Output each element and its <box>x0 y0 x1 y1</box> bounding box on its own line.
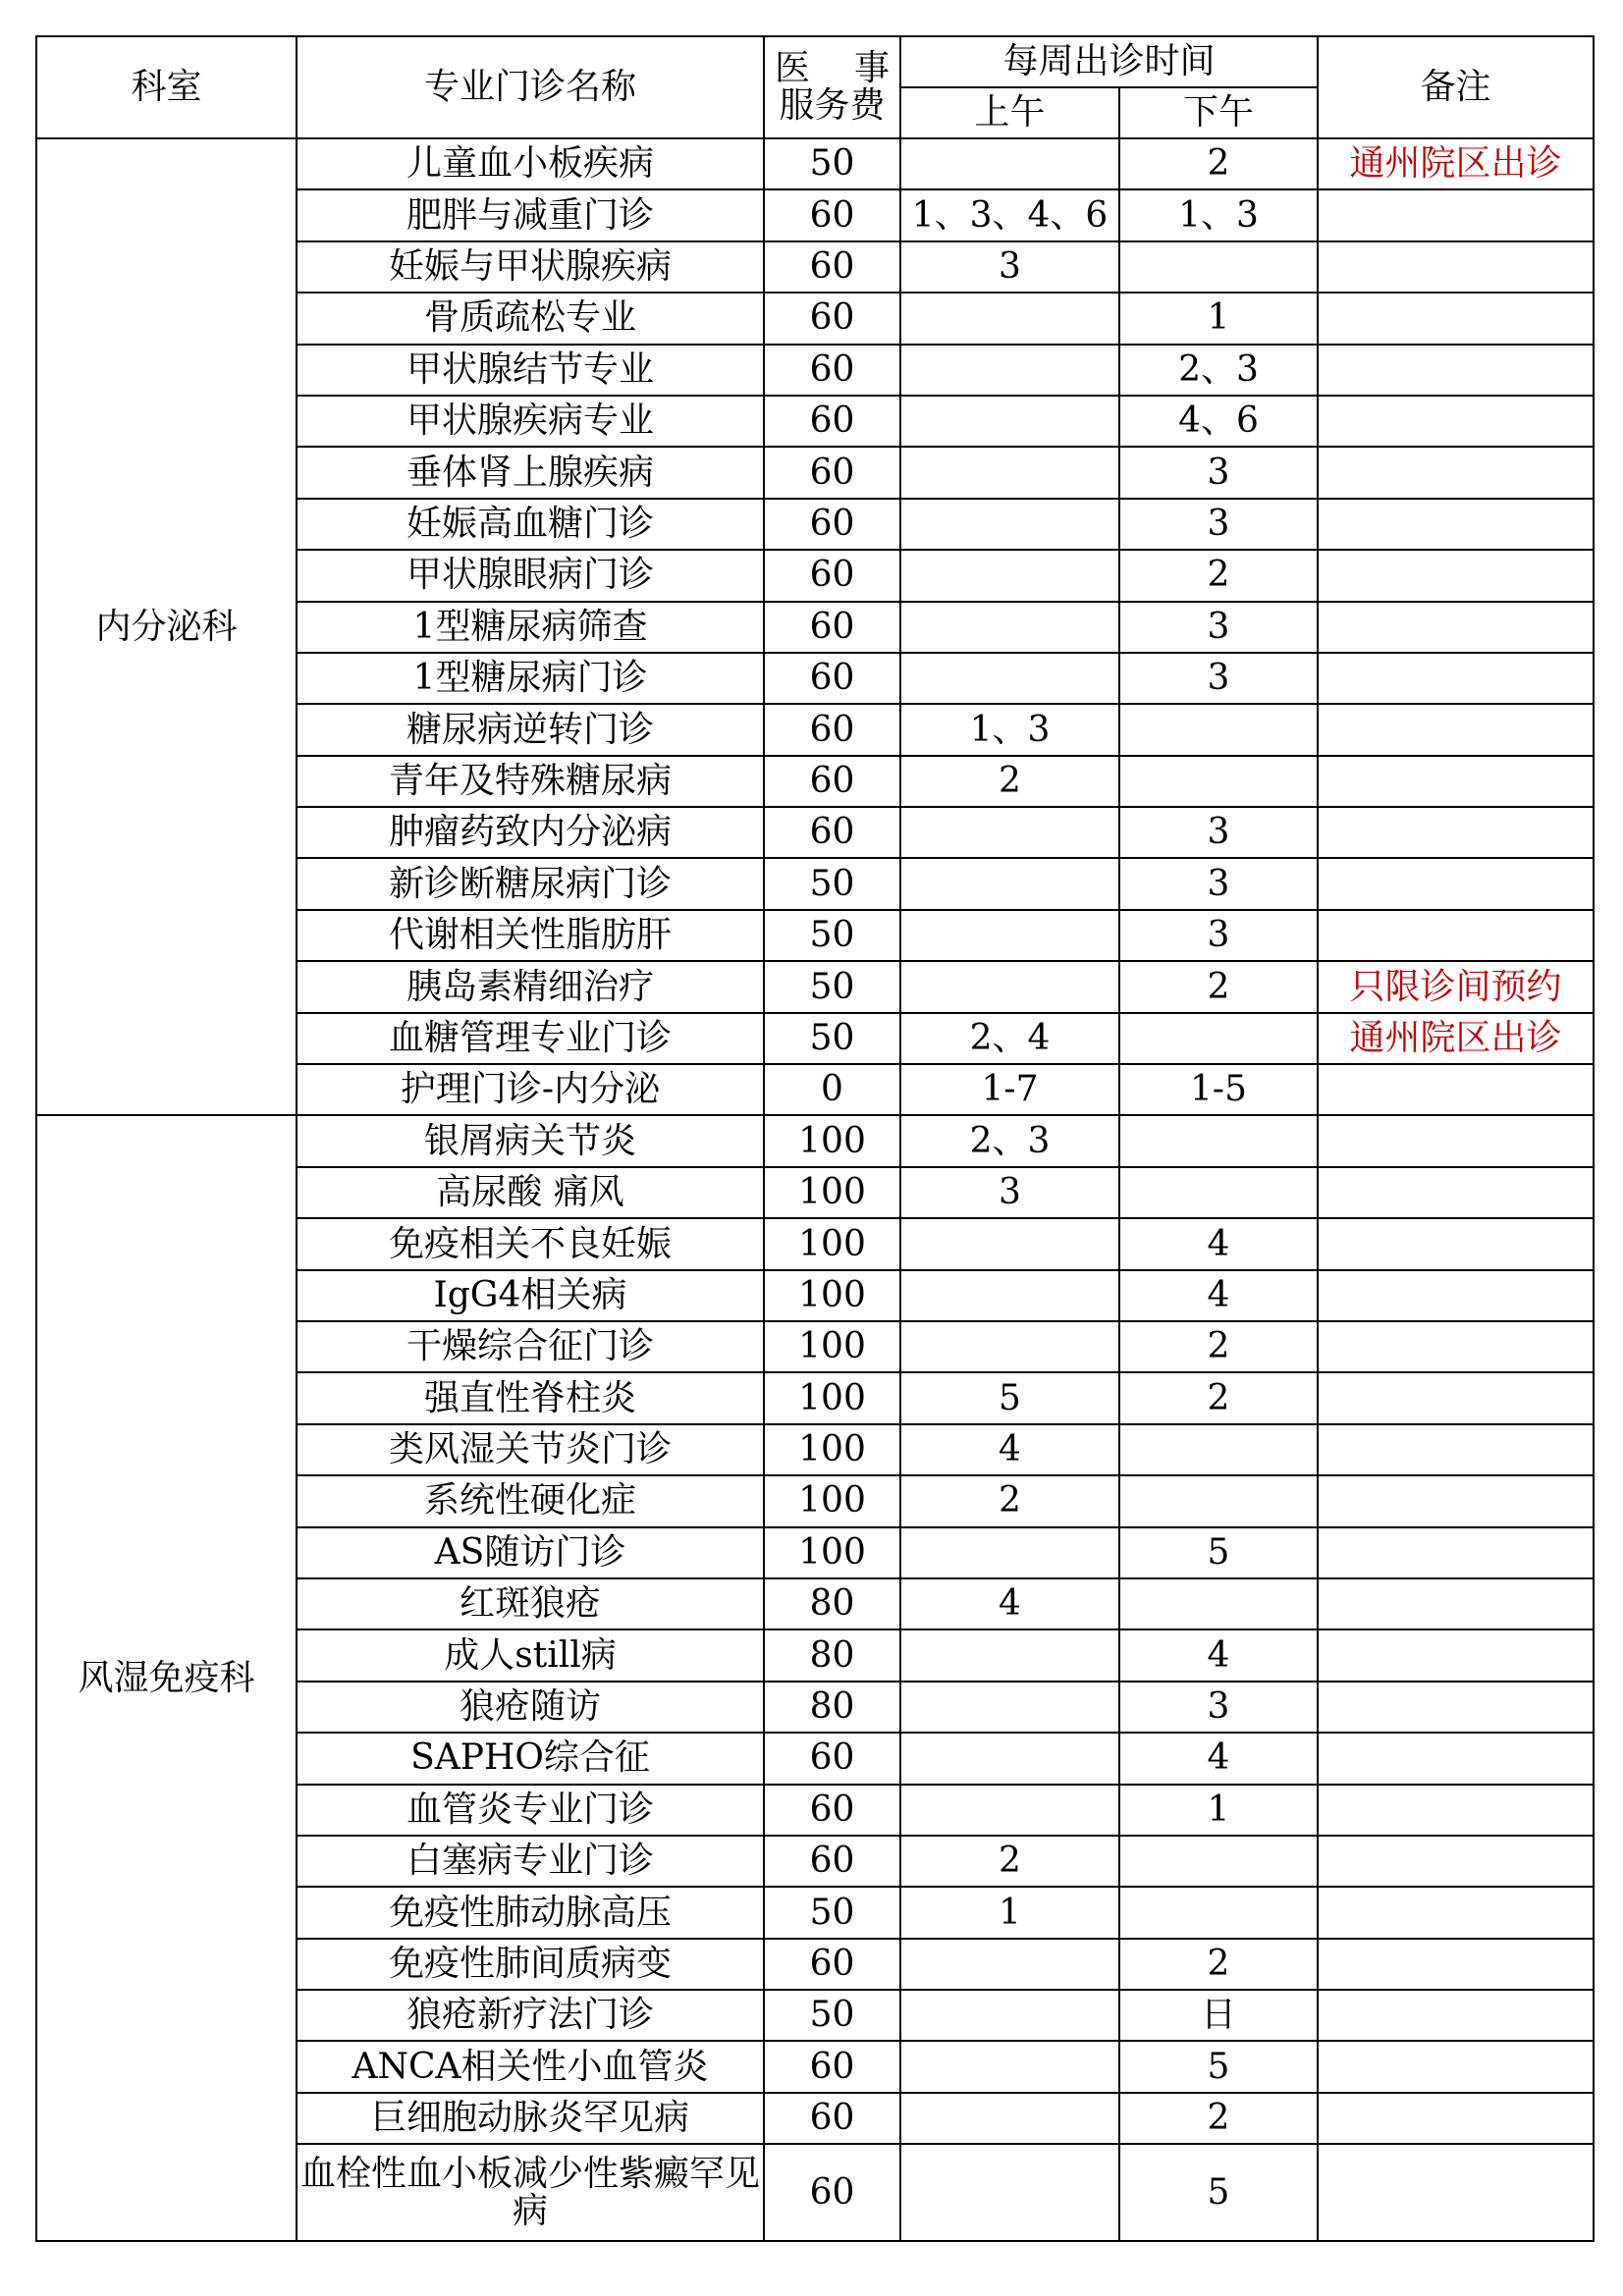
morning-schedule <box>900 345 1119 396</box>
afternoon-schedule <box>1119 1115 1318 1166</box>
remark <box>1318 345 1594 396</box>
service-fee: 60 <box>764 807 900 858</box>
remark <box>1318 807 1594 858</box>
header-fee-line2: 服务费 <box>779 85 886 126</box>
afternoon-schedule: 1-5 <box>1119 1064 1318 1115</box>
afternoon-schedule: 3 <box>1119 858 1318 909</box>
clinic-name: 肥胖与减重门诊 <box>297 189 764 240</box>
morning-schedule: 3 <box>900 1167 1119 1218</box>
morning-schedule <box>900 1629 1119 1681</box>
clinic-name: 骨质疏松专业 <box>297 293 764 344</box>
afternoon-schedule: 2 <box>1119 2093 1318 2144</box>
clinic-schedule-table <box>35 35 1595 2242</box>
service-fee: 60 <box>764 447 900 498</box>
remark <box>1318 704 1594 755</box>
service-fee: 60 <box>764 756 900 807</box>
afternoon-schedule: 2 <box>1119 550 1318 601</box>
morning-schedule <box>900 1527 1119 1578</box>
remark <box>1318 2144 1594 2241</box>
service-fee: 100 <box>764 1321 900 1372</box>
service-fee: 60 <box>764 241 900 293</box>
remark <box>1318 1115 1594 1166</box>
morning-schedule <box>900 807 1119 858</box>
morning-schedule: 4 <box>900 1424 1119 1475</box>
afternoon-schedule: 3 <box>1119 602 1318 653</box>
remark <box>1318 447 1594 498</box>
clinic-name: 高尿酸 痛风 <box>297 1167 764 1218</box>
afternoon-schedule: 2 <box>1119 1939 1318 1990</box>
clinic-name: 1型糖尿病筛查 <box>297 602 764 653</box>
service-fee: 60 <box>764 2144 900 2241</box>
remark <box>1318 1424 1594 1475</box>
header-dept: 科室 <box>36 36 297 138</box>
clinic-name: 肿瘤药致内分泌病 <box>297 807 764 858</box>
morning-schedule <box>900 2093 1119 2144</box>
clinic-name: 青年及特殊糖尿病 <box>297 756 764 807</box>
afternoon-schedule <box>1119 241 1318 293</box>
service-fee: 50 <box>764 1887 900 1938</box>
afternoon-schedule: 4 <box>1119 1733 1318 1784</box>
afternoon-schedule: 日 <box>1119 1990 1318 2041</box>
department-name: 风湿免疫科 <box>36 1115 297 2241</box>
clinic-name: 干燥综合征门诊 <box>297 1321 764 1372</box>
remark <box>1318 1064 1594 1115</box>
remark <box>1318 1372 1594 1423</box>
clinic-name: 银屑病关节炎 <box>297 1115 764 1166</box>
clinic-name: 甲状腺结节专业 <box>297 345 764 396</box>
morning-schedule: 2 <box>900 756 1119 807</box>
morning-schedule <box>900 1939 1119 1990</box>
afternoon-schedule <box>1119 704 1318 755</box>
clinic-name: 代谢相关性脂肪肝 <box>297 910 764 961</box>
service-fee: 100 <box>764 1270 900 1321</box>
afternoon-schedule: 3 <box>1119 1682 1318 1733</box>
clinic-name: 甲状腺眼病门诊 <box>297 550 764 601</box>
service-fee: 80 <box>764 1682 900 1733</box>
morning-schedule <box>900 858 1119 909</box>
morning-schedule: 5 <box>900 1372 1119 1423</box>
remark: 只限诊间预约 <box>1318 961 1594 1012</box>
clinic-name: 成人still病 <box>297 1629 764 1681</box>
afternoon-schedule <box>1119 1424 1318 1475</box>
service-fee: 60 <box>764 1836 900 1887</box>
service-fee: 60 <box>764 550 900 601</box>
remark <box>1318 1682 1594 1733</box>
remark <box>1318 293 1594 344</box>
service-fee: 60 <box>764 345 900 396</box>
service-fee: 60 <box>764 2093 900 2144</box>
afternoon-schedule <box>1119 756 1318 807</box>
clinic-name: 护理门诊-内分泌 <box>297 1064 764 1115</box>
clinic-name: AS随访门诊 <box>297 1527 764 1578</box>
remark <box>1318 1939 1594 1990</box>
service-fee: 100 <box>764 1527 900 1578</box>
header-clinic: 专业门诊名称 <box>297 36 764 138</box>
morning-schedule <box>900 1990 1119 2041</box>
morning-schedule: 2 <box>900 1836 1119 1887</box>
service-fee: 100 <box>764 1424 900 1475</box>
afternoon-schedule: 2 <box>1119 961 1318 1012</box>
morning-schedule: 4 <box>900 1578 1119 1629</box>
service-fee: 50 <box>764 961 900 1012</box>
afternoon-schedule: 2 <box>1119 1372 1318 1423</box>
remark <box>1318 653 1594 704</box>
clinic-name: 新诊断糖尿病门诊 <box>297 858 764 909</box>
clinic-name: 糖尿病逆转门诊 <box>297 704 764 755</box>
remark <box>1318 1270 1594 1321</box>
afternoon-schedule <box>1119 1167 1318 1218</box>
service-fee: 50 <box>764 1990 900 2041</box>
header-fee <box>764 36 900 138</box>
service-fee: 50 <box>764 858 900 909</box>
remark <box>1318 2041 1594 2092</box>
remark <box>1318 396 1594 447</box>
clinic-name: 狼疮新疗法门诊 <box>297 1990 764 2041</box>
clinic-name: 甲状腺疾病专业 <box>297 396 764 447</box>
table-row <box>36 138 1594 189</box>
morning-schedule <box>900 910 1119 961</box>
morning-schedule: 2、4 <box>900 1013 1119 1064</box>
morning-schedule <box>900 961 1119 1012</box>
afternoon-schedule: 2、3 <box>1119 345 1318 396</box>
service-fee: 60 <box>764 293 900 344</box>
header-am: 上午 <box>900 87 1119 138</box>
service-fee: 60 <box>764 1733 900 1784</box>
remark <box>1318 1167 1594 1218</box>
remark <box>1318 1836 1594 1887</box>
morning-schedule <box>900 2041 1119 2092</box>
service-fee: 50 <box>764 910 900 961</box>
morning-schedule <box>900 1218 1119 1269</box>
service-fee: 60 <box>764 189 900 240</box>
remark <box>1318 241 1594 293</box>
morning-schedule: 3 <box>900 241 1119 293</box>
clinic-name: 系统性硬化症 <box>297 1475 764 1526</box>
remark <box>1318 550 1594 601</box>
service-fee: 100 <box>764 1218 900 1269</box>
clinic-name: 胰岛素精细治疗 <box>297 961 764 1012</box>
afternoon-schedule: 3 <box>1119 807 1318 858</box>
remark <box>1318 1629 1594 1681</box>
service-fee: 100 <box>764 1372 900 1423</box>
clinic-name: SAPHO综合征 <box>297 1733 764 1784</box>
clinic-name: 儿童血小板疾病 <box>297 138 764 189</box>
service-fee: 100 <box>764 1167 900 1218</box>
table-row <box>36 1115 1594 1166</box>
morning-schedule <box>900 2144 1119 2241</box>
morning-schedule: 1、3 <box>900 704 1119 755</box>
service-fee: 60 <box>764 396 900 447</box>
remark <box>1318 602 1594 653</box>
morning-schedule <box>900 1785 1119 1836</box>
clinic-name: 类风湿关节炎门诊 <box>297 1424 764 1475</box>
morning-schedule <box>900 1321 1119 1372</box>
afternoon-schedule: 3 <box>1119 499 1318 550</box>
remark <box>1318 858 1594 909</box>
morning-schedule <box>900 1270 1119 1321</box>
remark <box>1318 1475 1594 1526</box>
clinic-name: 白塞病专业门诊 <box>297 1836 764 1887</box>
remark: 通州院区出诊 <box>1318 138 1594 189</box>
remark <box>1318 1527 1594 1578</box>
afternoon-schedule: 1、3 <box>1119 189 1318 240</box>
morning-schedule: 2 <box>900 1475 1119 1526</box>
header-fee-line1: 医 事 <box>775 48 890 89</box>
afternoon-schedule <box>1119 1013 1318 1064</box>
afternoon-schedule: 4 <box>1119 1629 1318 1681</box>
morning-schedule: 1-7 <box>900 1064 1119 1115</box>
morning-schedule <box>900 138 1119 189</box>
remark <box>1318 499 1594 550</box>
clinic-name: 狼疮随访 <box>297 1682 764 1733</box>
morning-schedule <box>900 447 1119 498</box>
afternoon-schedule: 2 <box>1119 138 1318 189</box>
clinic-name: 血管炎专业门诊 <box>297 1785 764 1836</box>
remark <box>1318 1990 1594 2041</box>
morning-schedule <box>900 550 1119 601</box>
remark <box>1318 1321 1594 1372</box>
service-fee: 80 <box>764 1629 900 1681</box>
remark <box>1318 1578 1594 1629</box>
clinic-name: 血栓性血小板减少性紫癜罕见病 <box>297 2144 764 2241</box>
morning-schedule: 1 <box>900 1887 1119 1938</box>
service-fee: 60 <box>764 653 900 704</box>
afternoon-schedule: 3 <box>1119 653 1318 704</box>
remark: 通州院区出诊 <box>1318 1013 1594 1064</box>
clinic-name: 血糖管理专业门诊 <box>297 1013 764 1064</box>
afternoon-schedule <box>1119 1578 1318 1629</box>
morning-schedule <box>900 1682 1119 1733</box>
header-row <box>36 36 1594 87</box>
clinic-name: 免疫相关不良妊娠 <box>297 1218 764 1269</box>
header-pm: 下午 <box>1119 87 1318 138</box>
afternoon-schedule: 1 <box>1119 1785 1318 1836</box>
service-fee: 50 <box>764 1013 900 1064</box>
remark <box>1318 1887 1594 1938</box>
afternoon-schedule <box>1119 1836 1318 1887</box>
service-fee: 50 <box>764 138 900 189</box>
morning-schedule <box>900 293 1119 344</box>
service-fee: 80 <box>764 1578 900 1629</box>
morning-schedule <box>900 653 1119 704</box>
service-fee: 60 <box>764 602 900 653</box>
clinic-name: 妊娠与甲状腺疾病 <box>297 241 764 293</box>
morning-schedule <box>900 396 1119 447</box>
service-fee: 60 <box>764 704 900 755</box>
morning-schedule: 1、3、4、6 <box>900 189 1119 240</box>
afternoon-schedule: 5 <box>1119 2144 1318 2241</box>
service-fee: 60 <box>764 1939 900 1990</box>
service-fee: 100 <box>764 1115 900 1166</box>
clinic-name: 1型糖尿病门诊 <box>297 653 764 704</box>
afternoon-schedule: 2 <box>1119 1321 1318 1372</box>
clinic-name: 免疫性肺间质病变 <box>297 1939 764 1990</box>
remark <box>1318 2093 1594 2144</box>
remark <box>1318 1785 1594 1836</box>
clinic-name: ANCA相关性小血管炎 <box>297 2041 764 2092</box>
afternoon-schedule: 3 <box>1119 447 1318 498</box>
department-name: 内分泌科 <box>36 138 297 1115</box>
remark <box>1318 1733 1594 1784</box>
morning-schedule <box>900 602 1119 653</box>
service-fee: 60 <box>764 499 900 550</box>
afternoon-schedule: 4、6 <box>1119 396 1318 447</box>
afternoon-schedule: 5 <box>1119 2041 1318 2092</box>
afternoon-schedule: 4 <box>1119 1270 1318 1321</box>
afternoon-schedule: 3 <box>1119 910 1318 961</box>
morning-schedule <box>900 499 1119 550</box>
afternoon-schedule: 4 <box>1119 1218 1318 1269</box>
clinic-name: IgG4相关病 <box>297 1270 764 1321</box>
service-fee: 60 <box>764 2041 900 2092</box>
clinic-name: 垂体肾上腺疾病 <box>297 447 764 498</box>
service-fee: 0 <box>764 1064 900 1115</box>
morning-schedule <box>900 1733 1119 1784</box>
clinic-name: 红斑狼疮 <box>297 1578 764 1629</box>
morning-schedule: 2、3 <box>900 1115 1119 1166</box>
afternoon-schedule <box>1119 1887 1318 1938</box>
afternoon-schedule: 5 <box>1119 1527 1318 1578</box>
remark <box>1318 1218 1594 1269</box>
remark <box>1318 756 1594 807</box>
service-fee: 100 <box>764 1475 900 1526</box>
clinic-name: 妊娠高血糖门诊 <box>297 499 764 550</box>
remark <box>1318 910 1594 961</box>
clinic-name: 免疫性肺动脉高压 <box>297 1887 764 1938</box>
header-remark: 备注 <box>1318 36 1594 138</box>
service-fee: 60 <box>764 1785 900 1836</box>
afternoon-schedule <box>1119 1475 1318 1526</box>
afternoon-schedule: 1 <box>1119 293 1318 344</box>
clinic-name: 强直性脊柱炎 <box>297 1372 764 1423</box>
clinic-name: 巨细胞动脉炎罕见病 <box>297 2093 764 2144</box>
remark <box>1318 189 1594 240</box>
header-schedule: 每周出诊时间 <box>900 36 1318 87</box>
